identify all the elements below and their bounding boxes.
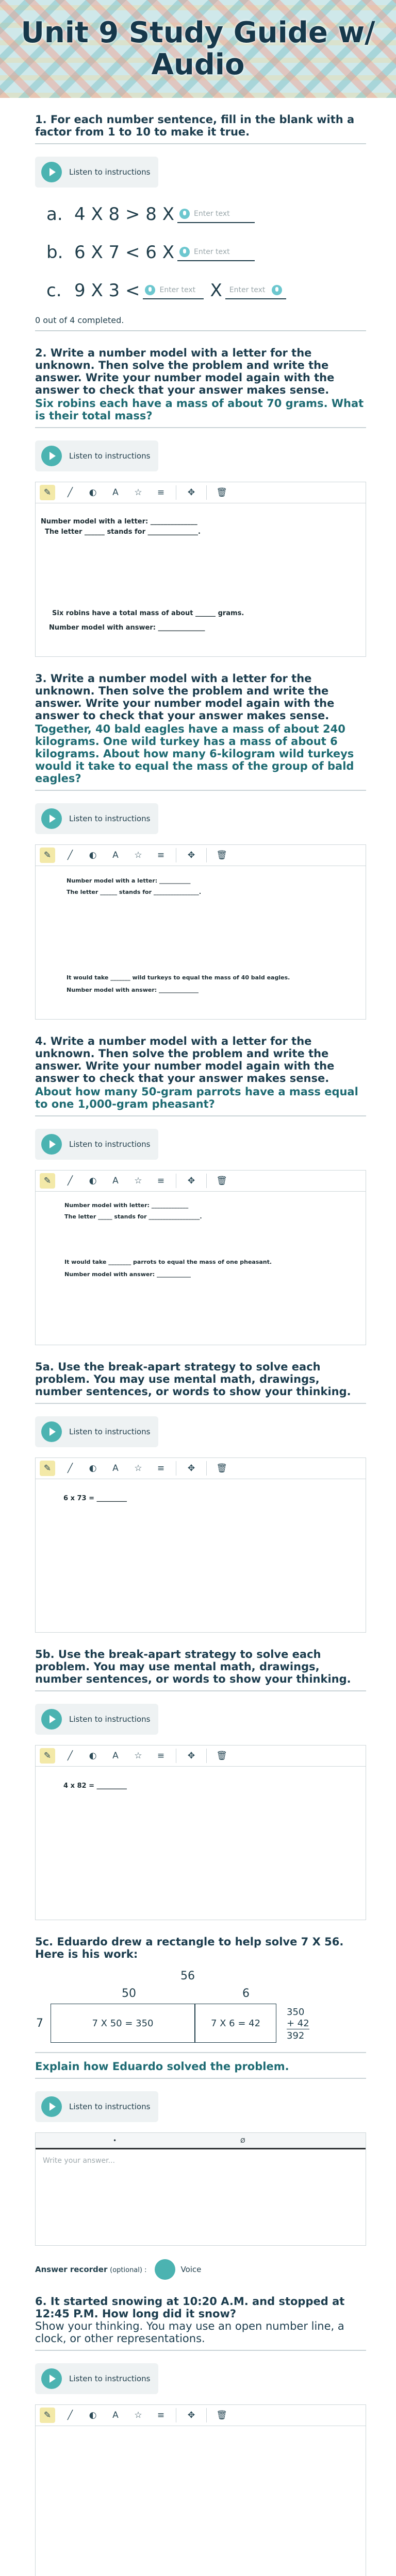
- divider: [35, 427, 366, 428]
- equation-tool-icon[interactable]: ≡: [157, 850, 165, 860]
- question-4-title: 4. Write a number model with a letter for the unknown. Then solve the problem and write the answer. Write your number model again with the answer to check that your answer makes sense.: [35, 1035, 335, 1084]
- pencil-tool-icon[interactable]: ✎: [40, 2408, 55, 2423]
- question-5a-title: 5a. Use the break-apart strategy to solve each problem. You may use mental math, drawings, number sentences, or words to show your thinking.: [35, 1361, 351, 1398]
- drawing-toolbar: [36, 1458, 366, 1479]
- highlighter-tool-icon[interactable]: ◐: [89, 1751, 97, 1761]
- figure-cell-ones: 7 X 6 = 42: [195, 2004, 276, 2043]
- highlighter-tool-icon[interactable]: ◐: [89, 2410, 97, 2420]
- question-5a: [35, 1345, 366, 1633]
- row-letter: a.: [46, 204, 63, 225]
- blank-placeholder: Enter text: [194, 248, 230, 256]
- question-2-prompt: Six robins each have a mass of about 70 grams. What is their total mass?: [35, 397, 364, 422]
- row-expression: 6 X 7 < 6 X: [74, 242, 175, 263]
- play-icon: [41, 1421, 62, 1442]
- star-tool-icon[interactable]: ☆: [134, 487, 142, 498]
- drawing-area[interactable]: [36, 1479, 366, 1632]
- drawing-canvas[interactable]: [35, 482, 366, 657]
- recorder-label: Answer recorder (optional) :: [35, 2265, 147, 2274]
- fill-row-a: [35, 203, 366, 226]
- figure-tens-label: 50: [122, 1987, 136, 2000]
- question-6: [35, 2280, 366, 2576]
- worksheet-line: It would take ________ parrots to equal the mass of one pheasant.: [64, 1259, 272, 1265]
- row-letter: b.: [46, 242, 63, 263]
- worksheet-line: The letter _____ stands for __________________.: [64, 1213, 202, 1220]
- drawing-canvas[interactable]: [35, 1458, 366, 1633]
- play-icon: [41, 808, 62, 829]
- listen-label: Listen to instructions: [69, 451, 151, 461]
- title-banner: [0, 0, 396, 98]
- highlighter-tool-icon[interactable]: ◐: [89, 1463, 97, 1473]
- question-4-prompt: About how many 50-gram parrots have a mass equal to one 1,000-gram pheasant?: [35, 1086, 358, 1110]
- drawing-canvas[interactable]: [35, 1745, 366, 1920]
- text-tool-icon[interactable]: A: [112, 850, 119, 860]
- divider: [35, 2052, 366, 2053]
- blank-input[interactable]: [177, 244, 255, 261]
- question-5b: [35, 1633, 366, 1920]
- text-tool-icon[interactable]: A: [112, 1463, 119, 1473]
- blank-input[interactable]: [225, 282, 286, 299]
- blank-placeholder: Enter text: [159, 286, 196, 294]
- blank-placeholder: Enter text: [229, 286, 266, 294]
- drawing-area[interactable]: [36, 1191, 366, 1345]
- trash-icon[interactable]: 🗑: [216, 487, 227, 498]
- drawing-area[interactable]: [36, 503, 366, 656]
- listen-button[interactable]: [35, 2363, 158, 2394]
- divider: [35, 1115, 366, 1116]
- pencil-tool-icon[interactable]: ✎: [40, 1173, 55, 1189]
- answer-editor[interactable]: [35, 2132, 366, 2246]
- question-4: [35, 1020, 366, 1345]
- voice-record-button[interactable]: [155, 2259, 175, 2280]
- worksheet-line: Number model with a letter: ___________: [67, 877, 191, 884]
- blank-placeholder: Enter text: [194, 210, 230, 218]
- divider: [35, 1690, 366, 1691]
- answer-textarea[interactable]: Write your answer...: [43, 2157, 115, 2165]
- star-tool-icon[interactable]: ☆: [134, 850, 142, 860]
- equation-tool-icon[interactable]: ≡: [157, 487, 165, 498]
- row-letter: c.: [46, 280, 62, 301]
- question-2: [35, 331, 366, 657]
- question-5c: [35, 1920, 366, 2280]
- pencil-tool-icon[interactable]: ✎: [40, 1461, 55, 1476]
- fill-row-c: [35, 279, 366, 302]
- pencil-tool-icon[interactable]: ✎: [40, 485, 55, 500]
- divider: [35, 790, 366, 791]
- worksheet-line: It would take _______ wild turkeys to equal the mass of 40 bald eagles.: [67, 974, 290, 981]
- line-tool-icon[interactable]: ╱: [67, 2410, 73, 2420]
- symbol-icon[interactable]: Ø: [240, 2137, 245, 2144]
- trash-icon[interactable]: 🗑: [216, 1463, 227, 1473]
- question-3-prompt: Together, 40 bald eagles have a mass of about 240 kilograms. One wild turkey has a mass of about 6 kilograms. About how many 6-kilogram wild turkeys would it take to equal the mass of the group of bald eagles?: [35, 723, 354, 785]
- listen-button[interactable]: [35, 1416, 158, 1447]
- play-icon: [41, 2368, 62, 2389]
- listen-label: Listen to instructions: [69, 2102, 151, 2111]
- question-6-title: 6. It started snowing at 10:20 A.M. and stopped at 12:45 P.M. How long did it snow?: [35, 2295, 345, 2320]
- question-5b-title: 5b. Use the break-apart strategy to solve each problem. You may use mental math, drawings, number sentences, or words to show your thinking.: [35, 1648, 351, 1685]
- listen-button[interactable]: [35, 2091, 158, 2122]
- toolbar-divider: [206, 1749, 207, 1763]
- figure-cell-tens: 7 X 50 = 350: [51, 2004, 195, 2043]
- drawing-toolbar: [36, 1745, 366, 1766]
- equation-tool-icon[interactable]: ≡: [157, 1463, 165, 1473]
- worksheet-line: Number model with answer: ______________: [67, 987, 199, 993]
- drawing-canvas[interactable]: [35, 844, 366, 1020]
- toolbar-divider: [206, 1461, 207, 1476]
- drawing-canvas[interactable]: [35, 2404, 366, 2576]
- question-1-title: 1. For each number sentence, fill in the blank with a factor from 1 to 10 to make it true.: [35, 113, 355, 138]
- worksheet-line: Number model with a letter: ______________: [41, 518, 197, 526]
- worksheet-line: Number model with letter: _____________: [64, 1202, 189, 1209]
- trash-icon[interactable]: 🗑: [216, 2410, 227, 2420]
- figure-total-label: 56: [180, 1970, 195, 1982]
- question-5c-title: 5c. Eduardo drew a rectangle to help solve 7 X 56. Here is his work:: [35, 1936, 344, 1960]
- text-tool-icon[interactable]: A: [112, 487, 119, 498]
- play-icon: [41, 1709, 62, 1730]
- play-icon: [41, 1134, 62, 1155]
- trash-icon[interactable]: 🗑: [216, 1751, 227, 1761]
- trash-icon[interactable]: 🗑: [216, 1176, 227, 1186]
- line-tool-icon[interactable]: ╱: [67, 1751, 73, 1761]
- figure-side-label: 7: [36, 2017, 43, 2030]
- question-2-title: 2. Write a number model with a letter for the unknown. Then solve the problem and write the answer. Write your number model again with the answer to check that your answer makes sense.: [35, 347, 335, 396]
- study-guide-content: [0, 98, 396, 2576]
- equation-tool-icon[interactable]: ≡: [157, 1751, 165, 1761]
- fill-row-b: [35, 241, 366, 264]
- equation-tool-icon[interactable]: ≡: [157, 1176, 165, 1186]
- pencil-tool-icon[interactable]: ✎: [40, 1748, 55, 1764]
- divider: [35, 2350, 366, 2351]
- drawing-toolbar: [36, 482, 366, 503]
- line-tool-icon[interactable]: ╱: [67, 487, 73, 498]
- line-tool-icon[interactable]: ╱: [67, 850, 73, 860]
- listen-label: Listen to instructions: [69, 1140, 151, 1149]
- listen-label: Listen to instructions: [69, 1427, 151, 1436]
- text-tool-icon[interactable]: A: [112, 1176, 119, 1186]
- question-5c-prompt: Explain how Eduardo solved the problem.: [35, 2060, 289, 2073]
- highlighter-tool-icon[interactable]: ◐: [89, 850, 97, 860]
- blank-input[interactable]: [177, 206, 255, 223]
- move-tool-icon[interactable]: ✥: [187, 2410, 195, 2420]
- play-icon: [41, 162, 62, 182]
- divider: [35, 143, 366, 144]
- page-title: Unit 9 Study Guide w/ Audio: [21, 16, 375, 81]
- blank-input[interactable]: [143, 282, 204, 299]
- move-tool-icon[interactable]: ✥: [187, 1463, 195, 1473]
- area-model-figure: [35, 1970, 366, 2047]
- play-icon: [41, 2096, 62, 2117]
- answer-recorder: [35, 2259, 366, 2280]
- listen-label: Listen to instructions: [69, 1715, 151, 1724]
- question-3: [35, 657, 366, 1020]
- drawing-area[interactable]: [36, 1766, 366, 1920]
- worksheet-line: Number model with answer: ______________: [49, 624, 205, 632]
- drawing-toolbar: [36, 2405, 366, 2426]
- figure-sum-result: 392: [287, 2030, 305, 2041]
- listen-button[interactable]: [35, 440, 158, 471]
- worksheet-line: 6 x 73 = _________: [63, 1495, 127, 1502]
- drawing-area[interactable]: [36, 866, 366, 1019]
- listen-label: Listen to instructions: [69, 167, 151, 177]
- completion-score: 0 out of 4 completed.: [35, 315, 124, 325]
- listen-label: Listen to instructions: [69, 814, 151, 823]
- toolbar-divider: [206, 848, 207, 862]
- text-tool-icon[interactable]: A: [112, 2410, 119, 2420]
- listen-label: Listen to instructions: [69, 2374, 151, 2383]
- toolbar-divider: [206, 1174, 207, 1188]
- move-tool-icon[interactable]: ✥: [187, 1751, 195, 1761]
- question-6-body: Show your thinking. You may use an open number line, a clock, or other representations.: [35, 2320, 344, 2345]
- listen-button[interactable]: [35, 803, 158, 834]
- row-operator: X: [210, 280, 222, 301]
- text-tool-icon[interactable]: A: [112, 1751, 119, 1761]
- star-tool-icon[interactable]: ☆: [134, 1176, 142, 1186]
- question-1: [35, 98, 366, 331]
- microphone-icon[interactable]: [179, 209, 190, 219]
- star-tool-icon[interactable]: ☆: [134, 2410, 142, 2420]
- worksheet-line: The letter ______ stands for _______________.: [45, 528, 201, 536]
- highlighter-tool-icon[interactable]: ◐: [89, 1176, 97, 1186]
- move-tool-icon[interactable]: ✥: [187, 487, 195, 498]
- editor-toolbar: [36, 2133, 366, 2149]
- trash-icon[interactable]: 🗑: [216, 850, 227, 860]
- worksheet-line: The letter ______ stands for ________________.: [67, 889, 202, 895]
- toolbar-divider: [206, 2408, 207, 2422]
- toolbar-divider: [206, 485, 207, 500]
- row-expression: 9 X 3 <: [74, 280, 140, 301]
- line-tool-icon[interactable]: ╱: [67, 1463, 73, 1473]
- pencil-tool-icon[interactable]: ✎: [40, 848, 55, 863]
- drawing-area[interactable]: [36, 2426, 366, 2576]
- worksheet-line: Number model with answer: ____________: [64, 1271, 191, 1278]
- figure-ones-label: 6: [242, 1987, 250, 2000]
- highlighter-tool-icon[interactable]: ◐: [89, 487, 97, 498]
- divider: [35, 1403, 366, 1404]
- equation-tool-icon[interactable]: ≡: [157, 2410, 165, 2420]
- worksheet-line: 4 x 82 = _________: [63, 1782, 127, 1790]
- listen-button[interactable]: [35, 1704, 158, 1735]
- listen-button[interactable]: [35, 157, 158, 188]
- star-tool-icon[interactable]: ☆: [134, 1463, 142, 1473]
- bullet-list-icon[interactable]: •: [113, 2137, 117, 2144]
- question-3-title: 3. Write a number model with a letter for the unknown. Then solve the problem and write the answer. Write your number model again with the answer to check that your answer makes sense.: [35, 672, 335, 722]
- move-tool-icon[interactable]: ✥: [187, 850, 195, 860]
- drawing-toolbar: [36, 1171, 366, 1191]
- star-tool-icon[interactable]: ☆: [134, 1751, 142, 1761]
- move-tool-icon[interactable]: ✥: [187, 1176, 195, 1186]
- worksheet-line: Six robins have a total mass of about ______ grams.: [52, 609, 244, 617]
- listen-button[interactable]: [35, 1129, 158, 1160]
- row-expression: 4 X 8 > 8 X: [74, 204, 175, 225]
- figure-sum-line: + 42: [287, 2018, 309, 2029]
- divider: [35, 2078, 366, 2079]
- microphone-icon[interactable]: [272, 285, 282, 295]
- drawing-toolbar: [36, 845, 366, 866]
- figure-sum-line: 350: [287, 2007, 305, 2018]
- drawing-canvas[interactable]: [35, 1170, 366, 1345]
- voice-label: Voice: [180, 2265, 202, 2274]
- microphone-icon[interactable]: [145, 285, 155, 295]
- play-icon: [41, 446, 62, 466]
- line-tool-icon[interactable]: ╱: [67, 1176, 73, 1186]
- microphone-icon[interactable]: [179, 247, 190, 257]
